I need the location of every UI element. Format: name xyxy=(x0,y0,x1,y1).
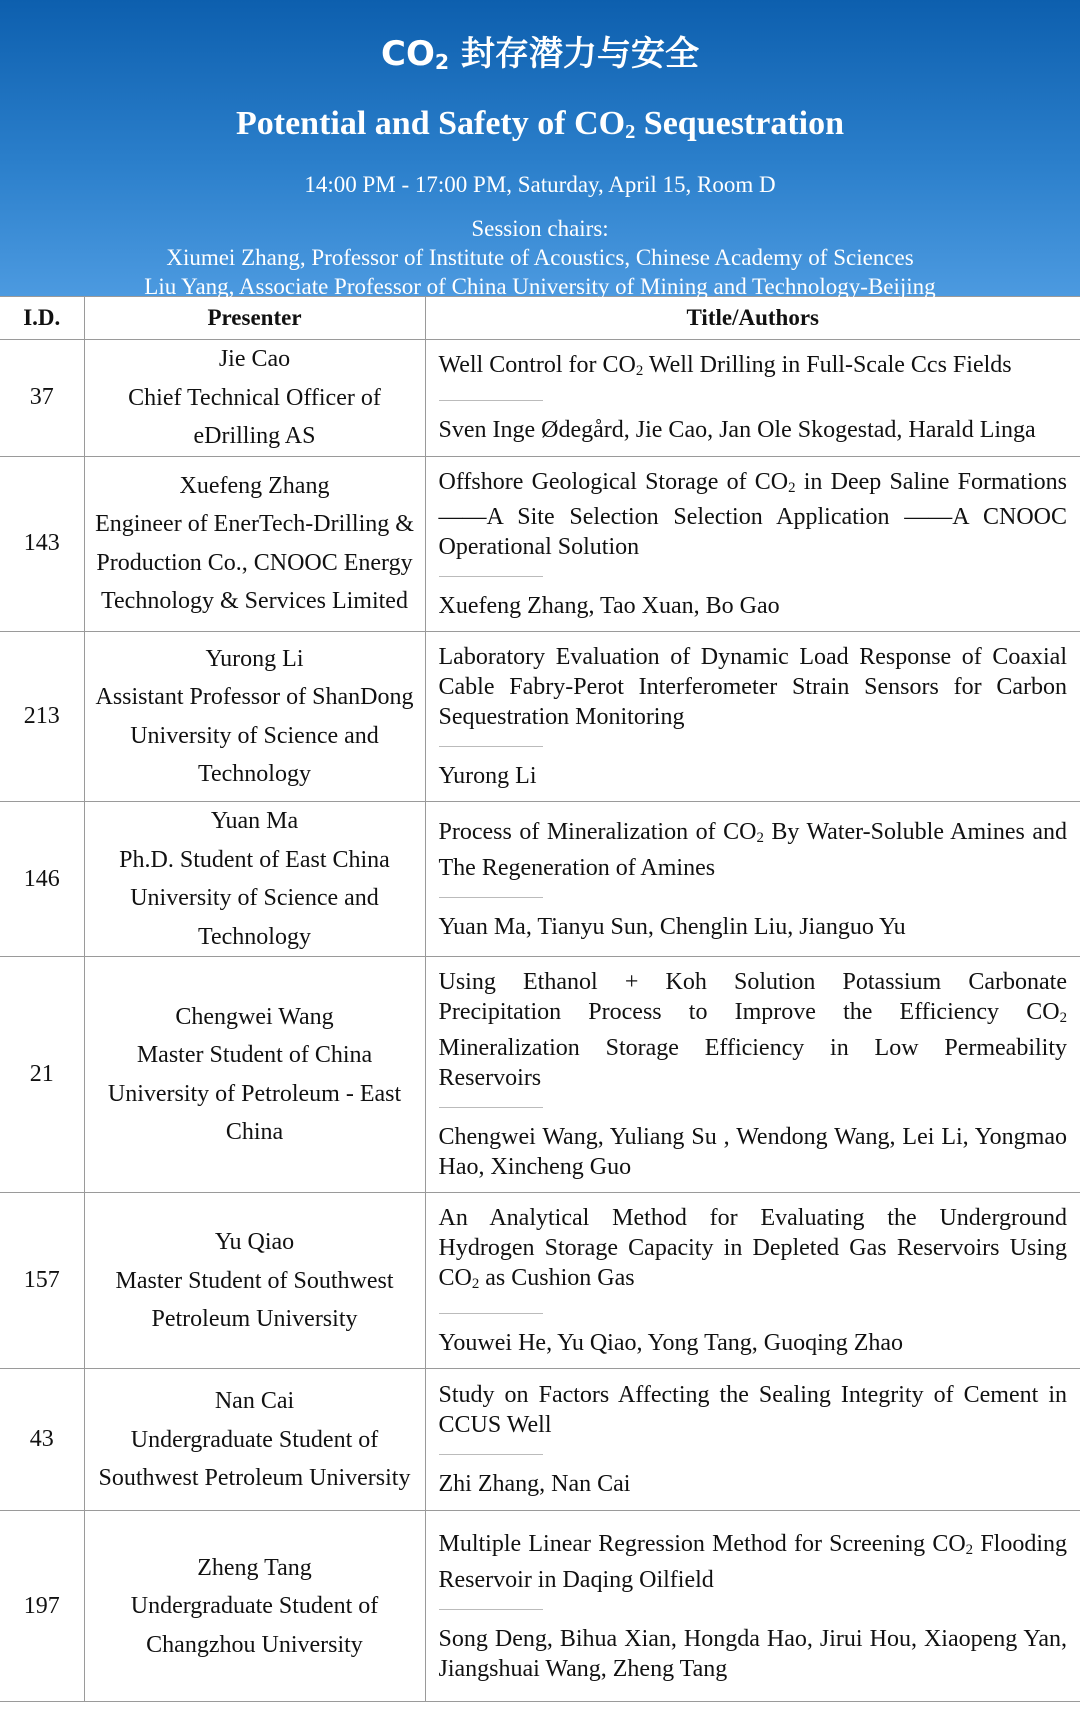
column-header-id: I.D. xyxy=(0,297,84,340)
paper-title xyxy=(439,642,1068,732)
presenter-name: Yu Qiao xyxy=(214,1229,295,1256)
title-author-separator xyxy=(439,400,543,401)
schedule-table xyxy=(0,296,1080,1702)
session-time: 14:00 PM - 17:00 PM, Saturday, April 15, Room D xyxy=(304,172,776,198)
presenter-cell xyxy=(84,1193,425,1369)
title-en-rest: Sequestration xyxy=(635,105,845,143)
paper-title-text: Laboratory Evaluation of Dynamic Load Response of Coaxial Cable Fabry-Perot Interferometer Strain Sensors for Carbon Sequestration Monitoring xyxy=(438,644,1067,731)
presenter-cell xyxy=(84,802,425,957)
title-authors-cell xyxy=(425,1369,1080,1511)
title-author-separator xyxy=(439,1609,543,1610)
paper-authors: Zhi Zhang, Nan Cai xyxy=(438,1471,631,1498)
paper-title xyxy=(439,467,1068,563)
table-row xyxy=(0,1511,1080,1702)
presenter-name: Xuefeng Zhang xyxy=(179,472,330,499)
table-header-row xyxy=(0,297,1080,340)
title-cn-subscript: 2 xyxy=(434,50,450,75)
paper-authors: Youwei He, Yu Qiao, Yong Tang, Guoqing Zhao xyxy=(438,1330,904,1357)
session-header xyxy=(0,0,1080,300)
session-chair-1: Xiumei Zhang, Professor of Institute of Acoustics, Chinese Academy of Sciences xyxy=(166,245,914,271)
paper-id: 43 xyxy=(0,1369,84,1511)
paper-title xyxy=(439,1380,1068,1440)
paper-authors: Song Deng, Bihua Xian, Hongda Hao, Jirui Hou, Xiaopeng Yan, Jiangshuai Wang, Zheng Tang xyxy=(438,1625,1067,1682)
paper-title-text: An Analytical Method for Evaluating the Underground Hydrogen Storage Capacity in Depleted Gas Reservoirs Using CO xyxy=(438,1205,1067,1292)
presenter-cell xyxy=(84,632,425,802)
table-row xyxy=(0,957,1080,1193)
paper-title-text: Offshore Geological Storage of CO xyxy=(438,468,789,495)
title-author-separator xyxy=(439,1313,543,1314)
column-header-title: Title/Authors xyxy=(425,297,1080,340)
paper-title-text: Using Ethanol + Koh Solution Potassium Carbonate Precipitation Process to Improve the Efficiency CO xyxy=(438,969,1067,1026)
presenter-role: Chief Technical Officer of eDrilling AS xyxy=(128,384,381,449)
paper-title xyxy=(439,967,1068,1093)
presenter-role: Undergraduate Student of Southwest Petroleum University xyxy=(98,1426,411,1492)
table-body xyxy=(0,340,1080,1702)
paper-title-text: Process of Mineralization of CO xyxy=(438,818,757,845)
paper-title xyxy=(439,1203,1068,1299)
table-row xyxy=(0,456,1080,632)
paper-title-subscript: 2 xyxy=(635,363,644,380)
presenter-name: Nan Cai xyxy=(214,1388,295,1415)
presenter-cell xyxy=(84,957,425,1193)
presenter-name: Yuan Ma xyxy=(210,808,299,835)
presenter-name: Chengwei Wang xyxy=(175,1003,334,1030)
paper-title-rest: as Cushion Gas xyxy=(479,1265,635,1292)
title-en-prefix: Potential and Safety of CO xyxy=(235,105,626,143)
table-row xyxy=(0,1369,1080,1511)
table-row xyxy=(0,1193,1080,1369)
presenter-cell xyxy=(84,456,425,632)
paper-authors: Yuan Ma, Tianyu Sun, Chenglin Liu, Jianguo Yu xyxy=(438,913,906,940)
presenter-role: Master Student of China University of Petroleum - East China xyxy=(107,1042,402,1146)
paper-authors: Sven Inge Ødegård, Jie Cao, Jan Ole Skogestad, Harald Linga xyxy=(438,417,1036,444)
paper-id: 146 xyxy=(0,802,84,957)
session-title-en xyxy=(0,102,1080,154)
paper-title-subscript: 2 xyxy=(788,479,796,496)
presenter-cell xyxy=(84,1511,425,1702)
paper-id: 213 xyxy=(0,632,84,802)
presenter-cell xyxy=(84,1369,425,1511)
title-authors-cell xyxy=(425,802,1080,957)
presenter-name: Zheng Tang xyxy=(197,1554,312,1581)
title-authors-cell xyxy=(425,957,1080,1193)
presenter-name: Yurong Li xyxy=(205,645,304,672)
paper-title xyxy=(439,350,1068,386)
title-authors-cell xyxy=(425,632,1080,802)
table-row xyxy=(0,340,1080,457)
paper-title-subscript: 2 xyxy=(1059,1010,1067,1027)
paper-authors: Xuefeng Zhang, Tao Xuan, Bo Gao xyxy=(438,593,780,620)
title-cn-rest: 封存潜力与安全 xyxy=(449,34,699,74)
presenter-role: Assistant Professor of ShanDong University of Science and Technology xyxy=(95,684,414,788)
title-author-separator xyxy=(439,897,543,898)
paper-title-rest: Flooding Reservoir in Daqing Oilfield xyxy=(438,1530,1068,1593)
presenter-role: Master Student of Southwest Petroleum University xyxy=(115,1267,394,1333)
paper-id: 143 xyxy=(0,456,84,632)
title-authors-cell xyxy=(425,1193,1080,1369)
title-author-separator xyxy=(439,1107,543,1108)
presenter-role: Undergraduate Student of Changzhou University xyxy=(130,1593,379,1658)
title-author-separator xyxy=(439,746,543,747)
session-chair-2: Liu Yang, Associate Professor of China University of Mining and Technology-Beijing xyxy=(144,274,936,300)
session-title-cn xyxy=(0,30,1080,86)
presenter-name: Jie Cao xyxy=(218,346,291,372)
title-authors-cell xyxy=(425,1511,1080,1702)
paper-id: 21 xyxy=(0,957,84,1193)
paper-title-rest: Well Drilling in Full-Scale Ccs Fields xyxy=(643,352,1012,379)
session-chairs-label: Session chairs: xyxy=(471,216,609,242)
paper-title-text: Well Control for CO xyxy=(438,352,636,379)
paper-authors: Chengwei Wang, Yuliang Su , Wendong Wang, Lei Li, Yongmao Hao, Xincheng Guo xyxy=(438,1124,1067,1181)
paper-id: 157 xyxy=(0,1193,84,1369)
title-author-separator xyxy=(439,1454,543,1455)
paper-title-text: Multiple Linear Regression Method for Screening CO xyxy=(438,1530,966,1557)
paper-title-rest: Mineralization Storage Efficiency in Low Permeability Reservoirs xyxy=(438,1035,1067,1092)
presenter-role: Ph.D. Student of East China University of Science and Technology xyxy=(119,846,390,950)
column-header-presenter: Presenter xyxy=(84,297,425,340)
paper-id: 197 xyxy=(0,1511,84,1702)
table-row xyxy=(0,632,1080,802)
title-authors-cell xyxy=(425,340,1080,457)
paper-title-subscript: 2 xyxy=(756,829,764,846)
paper-title-text: Study on Factors Affecting the Sealing Integrity of Cement in CCUS Well xyxy=(438,1382,1067,1439)
presenter-cell xyxy=(84,340,425,457)
paper-title xyxy=(439,1529,1068,1595)
presenter-role: Engineer of EnerTech-Drilling & Production Co., CNOOC Energy Technology & Services Limited xyxy=(95,511,414,615)
paper-title-subscript: 2 xyxy=(471,1276,480,1293)
title-cn-prefix: CO xyxy=(381,34,435,74)
title-en-subscript: 2 xyxy=(625,121,636,144)
title-authors-cell xyxy=(425,456,1080,632)
paper-title-subscript: 2 xyxy=(965,1541,974,1558)
paper-title-rest: in Deep Saline Formations——A Site Selection Selection Application ——A CNOOC Operational Solution xyxy=(438,468,1067,561)
title-author-separator xyxy=(439,576,543,577)
table-row xyxy=(0,802,1080,957)
paper-id: 37 xyxy=(0,340,84,457)
paper-title xyxy=(439,817,1068,883)
paper-authors: Yurong Li xyxy=(438,763,537,790)
paper-title-rest: By Water-Soluble Amines and The Regeneration of Amines xyxy=(438,818,1067,881)
